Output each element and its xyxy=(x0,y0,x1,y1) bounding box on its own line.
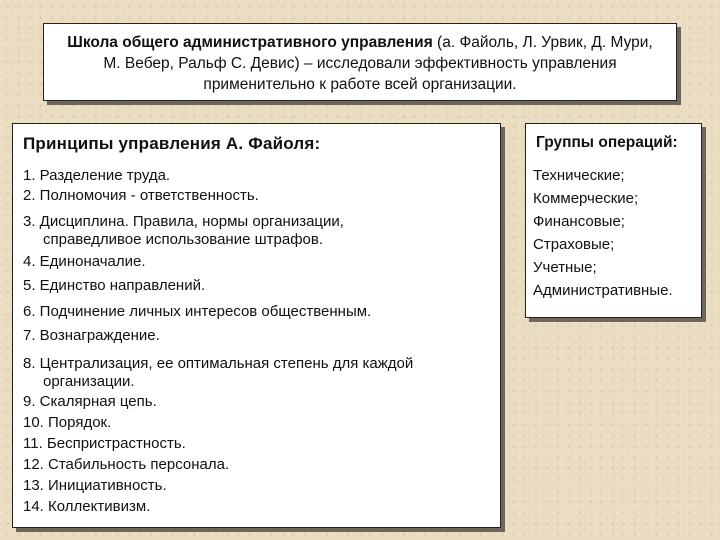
operation-groups-title: Группы операций: xyxy=(536,134,678,151)
operation-group-item: Административные. xyxy=(533,282,673,299)
principles-title: Принципы управления А. Файоля: xyxy=(23,134,321,153)
operation-groups-box xyxy=(525,123,702,318)
principle-item: 1. Разделение труда. xyxy=(23,167,171,184)
principle-item: 3. Дисциплина. Правила, нормы организации, xyxy=(23,213,344,230)
principle-item-continuation: справедливое использование штрафов. xyxy=(43,231,324,248)
principle-item: 9. Скалярная цепь. xyxy=(23,393,157,410)
principle-item: 14. Коллективизм. xyxy=(23,498,151,515)
operation-group-item: Коммерческие; xyxy=(533,190,639,207)
principle-item: 2. Полномочия - ответственность. xyxy=(23,187,259,204)
operation-group-item: Финансовые; xyxy=(533,213,625,230)
principle-item: 5. Единство направлений. xyxy=(23,277,206,294)
header-text: (а. Файоль, Л. Урвик, Д. Мури, М. Вебер, Ральф С. Девис) – исследовали эффективность управления применительно к работе всей организации. xyxy=(103,34,653,93)
principle-item: 4. Единоначалие. xyxy=(23,253,146,270)
principles-box xyxy=(12,123,501,528)
principle-item: 10. Порядок. xyxy=(23,414,112,431)
operation-group-item: Технические; xyxy=(533,167,625,184)
principle-item-continuation: организации. xyxy=(43,373,135,390)
header-box xyxy=(43,23,677,101)
operation-groups-list xyxy=(533,164,695,302)
principle-item: 7. Вознаграждение. xyxy=(23,327,160,344)
principles-list xyxy=(23,166,492,517)
principle-item: 8. Централизация, ее оптимальная степень для каждой xyxy=(23,355,414,372)
operation-group-item: Страховые; xyxy=(533,236,615,253)
header-bold-text: Школа общего административного управления xyxy=(67,34,433,51)
principle-item: 6. Подчинение личных интересов общественным. xyxy=(23,303,372,320)
principle-item: 13. Инициативность. xyxy=(23,477,167,494)
principle-item: 11. Беспристрастность. xyxy=(23,435,186,452)
principle-item: 12. Стабильность персонала. xyxy=(23,456,230,473)
operation-group-item: Учетные; xyxy=(533,259,597,276)
